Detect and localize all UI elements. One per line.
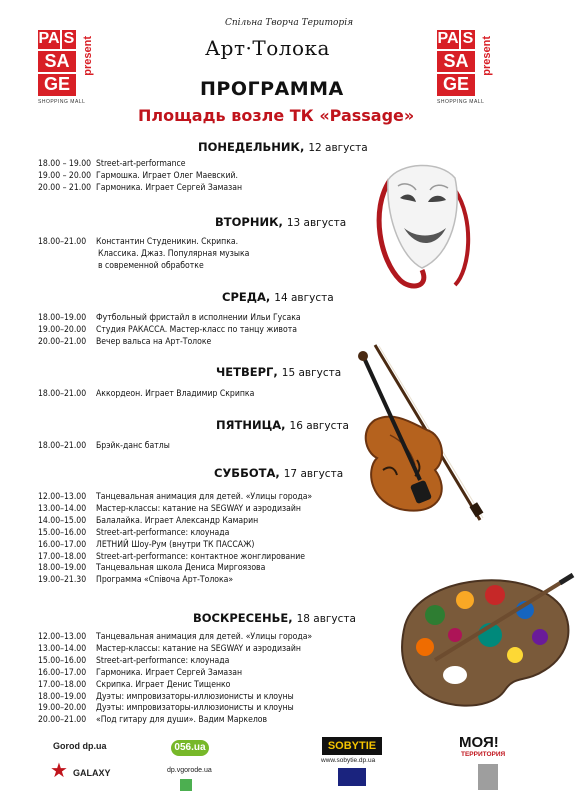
event-row: 13.00–14.00 Мастер-классы: катание на SEGWAY и аэродизайн xyxy=(38,503,301,514)
event-row: 16.00–17.00 Гармоника. Играет Сергей Замазан xyxy=(38,667,243,678)
sponsor-gorod: Gorod dp.ua xyxy=(53,741,107,751)
event-row: 18.00–19.00 Футбольный фристайл в исполнении Ильи Гусака xyxy=(38,313,301,323)
passage-logo-right: PA S SA GE present SHOPPING MALL xyxy=(437,30,493,105)
event-row: 16.00–17.00 ЛЕТНИЙ Шоу-Рум (внутри ТК ПАССАЖ) xyxy=(38,539,255,550)
violin-illustration xyxy=(355,340,490,525)
day-heading-thursday: ЧЕТВЕРГ, 15 августа xyxy=(216,365,342,379)
day-events-friday xyxy=(38,441,170,453)
event-row: 12.00–13.00 Танцевальная анимация для детей. «Улицы города» xyxy=(38,492,313,502)
event-row: 15.00–16.00 Street-art-performance: клоунада xyxy=(38,655,230,666)
day-heading-wednesday: СРЕДА, 14 августа xyxy=(222,290,334,304)
event-row: в современной обработке xyxy=(98,260,204,271)
sponsor-moya: МОЯ! xyxy=(459,734,499,751)
event-row: 18.00–21.00 Константин Студеникин. Скрипка. xyxy=(38,237,239,247)
green-logo-icon xyxy=(180,779,192,791)
event-row: 20.00–21.00 «Под гитару для души». Вадим Маркелов xyxy=(38,715,268,726)
event-row: 19.00–20.00 Студия РАКАССА. Мастер-класс по танцу живота xyxy=(38,324,297,335)
sponsor-sobytie-url: www.sobytie.dp.ua xyxy=(321,757,376,764)
paint-palette-illustration xyxy=(395,565,575,715)
theatre-mask-illustration xyxy=(360,150,480,295)
event-row: 17.00–18.00 Street-art-performance: контактное жонглирование xyxy=(38,551,305,562)
event-row: 20.00 – 21.00 Гармоника. Играет Сергей Замазан xyxy=(38,182,243,193)
day-heading-sunday: ВОСКРЕСЕНЬЕ, 18 августа xyxy=(193,611,356,625)
day-events-monday xyxy=(38,159,242,195)
blue-logo-icon xyxy=(338,768,366,786)
day-heading-friday: ПЯТНИЦА, 16 августа xyxy=(216,418,349,432)
sponsor-sobytie: SOBYTIE xyxy=(322,737,382,755)
event-row: 14.00–15.00 Балалайка. Играет Александр Камарин xyxy=(38,515,259,526)
event-row: 19.00–21.30 Программа «Спiвоча Арт-Толока» xyxy=(38,575,234,586)
org-name: Арт·Толока xyxy=(205,36,330,60)
event-row: 12.00–13.00 Танцевальная анимация для детей. «Улицы города» xyxy=(38,632,313,642)
event-row: 19.00–20.00 Дуэты: импровизаторы-иллюзионисты и клоуны xyxy=(38,703,294,714)
day-heading-tuesday: ВТОРНИК, 13 августа xyxy=(215,215,347,229)
event-row: 18.00–21.00 Аккордеон. Играет Владимир Скрипка xyxy=(38,389,255,399)
moya-image-icon xyxy=(478,764,498,790)
sponsor-galaxy: GALAXY xyxy=(73,768,111,778)
star-logo-icon: ★ xyxy=(50,758,68,782)
event-row: 13.00–14.00 Мастер-классы: катание на SEGWAY и аэродизайн xyxy=(38,643,301,654)
day-heading-saturday: СУББОТА, 17 августа xyxy=(214,466,344,480)
event-row: 19.00 – 20.00 Гармошка. Играет Олег Маевский. xyxy=(38,170,238,181)
day-events-sunday xyxy=(38,632,312,727)
sponsor-moya-sub: ТЕРРИТОРИЯ xyxy=(461,751,506,758)
event-row: 18.00–21.00 Брэйк-данс батлы xyxy=(38,441,170,451)
day-events-wednesday xyxy=(38,313,301,349)
page-subtitle: Площадь возле ТК «Passage» xyxy=(138,106,415,125)
day-events-tuesday xyxy=(38,237,249,273)
event-row: 17.00–18.00 Скрипка. Играет Денис Тищенко xyxy=(38,679,231,690)
event-row: 20.00–21.00 Вечер вальса на Арт-Толоке xyxy=(38,336,212,347)
day-events-saturday xyxy=(38,492,312,587)
day-heading-monday: ПОНЕДЕЛЬНИК, 12 августа xyxy=(198,140,368,154)
sponsor-056: 056.ua xyxy=(171,740,209,756)
org-subtitle: Спільна Творча Територія xyxy=(225,18,354,28)
event-row: 18.00 – 19.00 Street-art-performance xyxy=(38,159,186,169)
sponsor-vgorode: dp.vgorode.ua xyxy=(167,767,212,774)
event-row: 15.00–16.00 Street-art-performance: клоунада xyxy=(38,527,230,538)
event-row: 18.00–19.00 Танцевальная школа Дениса Миргоязова xyxy=(38,563,266,574)
passage-logo-left: PA S SA GE present SHOPPING MALL xyxy=(38,30,94,105)
event-row: 18.00–19.00 Дуэты: импровизаторы-иллюзионисты и клоуны xyxy=(38,691,294,702)
day-events-thursday xyxy=(38,389,254,401)
event-row: Классика. Джаз. Популярная музыка xyxy=(98,248,250,259)
page-title: ПРОГРАММА xyxy=(200,78,344,100)
